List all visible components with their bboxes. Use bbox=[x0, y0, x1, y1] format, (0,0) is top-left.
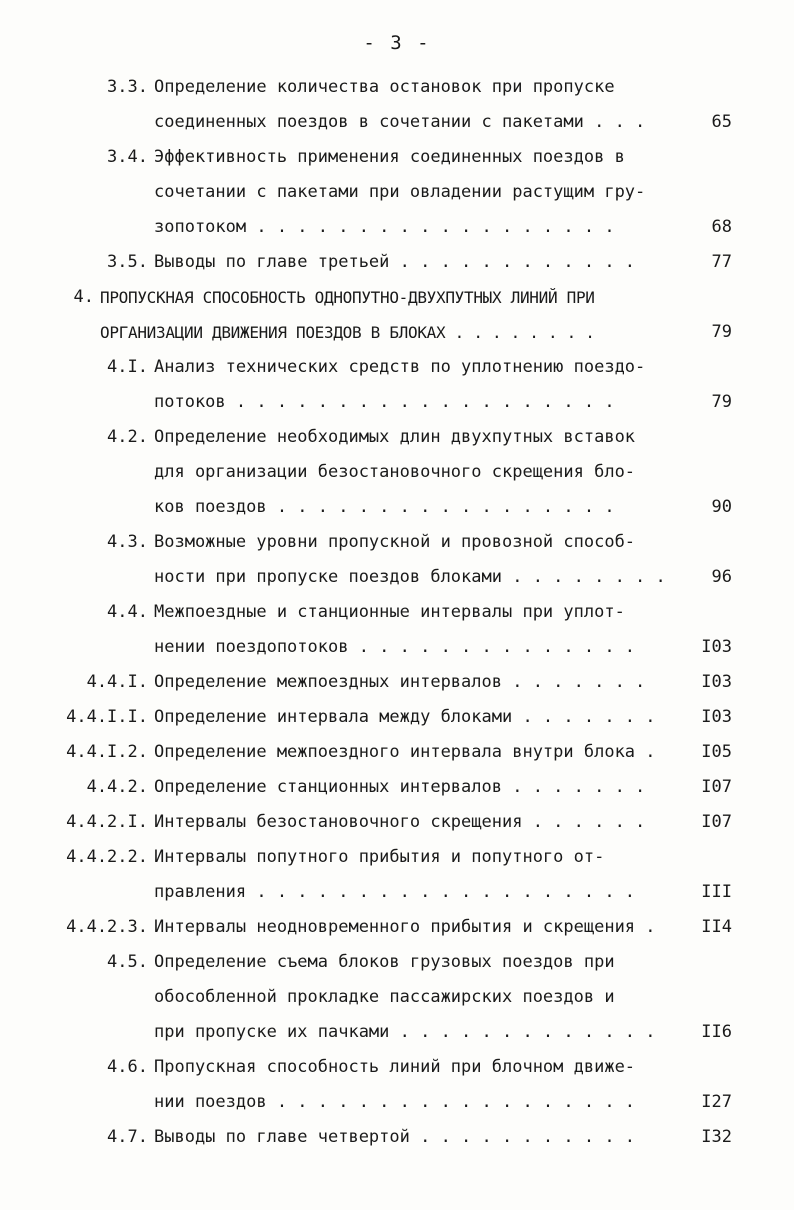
toc-entry-page: I32 bbox=[701, 1127, 732, 1147]
toc-entry-line bbox=[0, 1015, 794, 1050]
toc-entry-line bbox=[0, 455, 794, 490]
toc-entry-title: соединенных поездов в сочетании с пакетами . . . bbox=[154, 112, 646, 132]
toc-entry-line bbox=[0, 280, 794, 315]
toc-entry-number: 4.4.2.2. bbox=[66, 847, 148, 867]
toc-entry-title: для организации безостановочного скрещения бло- bbox=[154, 462, 636, 482]
toc-entry-title: Определение количества остановок при пропуске bbox=[154, 77, 615, 97]
toc-entry-line bbox=[0, 1050, 794, 1085]
toc-entry-line bbox=[0, 315, 794, 350]
toc-entry bbox=[0, 770, 794, 805]
toc-entry bbox=[0, 350, 794, 420]
toc-entry-page: 68 bbox=[711, 217, 732, 237]
toc-entry-line bbox=[0, 245, 794, 280]
toc-entry-number: 4.4.2.I. bbox=[66, 812, 148, 832]
toc-entry-line bbox=[0, 735, 794, 770]
toc-entry-line bbox=[0, 140, 794, 175]
toc-entry-page: I03 bbox=[701, 707, 732, 727]
toc-entry bbox=[0, 1050, 794, 1120]
toc-entry-title: Определение необходимых длин двухпутных вставок bbox=[154, 427, 636, 447]
toc-entry bbox=[0, 70, 794, 140]
toc-entry-title: Пропускная способность линий при блочном движе- bbox=[154, 1057, 636, 1077]
table-of-contents bbox=[0, 70, 794, 1155]
toc-entry bbox=[0, 595, 794, 665]
toc-entry-line bbox=[0, 385, 794, 420]
toc-entry-line bbox=[0, 490, 794, 525]
toc-entry-title: ков поездов . . . . . . . . . . . . . . . . . bbox=[154, 497, 615, 517]
toc-entry-number: 4.4.I.2. bbox=[66, 742, 148, 762]
toc-entry-number: 4.2. bbox=[107, 427, 148, 447]
toc-entry-page: III bbox=[701, 882, 732, 902]
toc-entry-title: сочетании с пакетами при овладении растущим гру- bbox=[154, 182, 646, 202]
toc-entry-page: I03 bbox=[701, 672, 732, 692]
toc-entry bbox=[0, 805, 794, 840]
toc-entry-number: 3.5. bbox=[107, 252, 148, 272]
toc-entry-number: 4.4. bbox=[107, 602, 148, 622]
toc-entry bbox=[0, 665, 794, 700]
toc-entry-title: Межпоездные и станционные интервалы при уплот- bbox=[154, 602, 625, 622]
toc-entry bbox=[0, 910, 794, 945]
toc-entry-number: 4.4.I. bbox=[86, 672, 148, 692]
toc-entry-title: обособленной прокладке пассажирских поездов и bbox=[154, 987, 615, 1007]
toc-entry-page: I05 bbox=[701, 742, 732, 762]
toc-entry-number: 4.4.2.3. bbox=[66, 917, 148, 937]
toc-entry-title: Определение межпоездных интервалов . . . . . . . bbox=[154, 672, 646, 692]
toc-entry-title: Интервалы попутного прибытия и попутного от- bbox=[154, 847, 605, 867]
toc-entry-page: 96 bbox=[711, 567, 732, 587]
toc-entry-title: Определение интервала между блоками . . . . . . . bbox=[154, 707, 656, 727]
toc-entry-title: ности при пропуске поездов блоками . . . . . . . . bbox=[154, 567, 666, 587]
toc-entry-line bbox=[0, 175, 794, 210]
toc-entry-page: 65 bbox=[711, 112, 732, 132]
toc-entry-title: потоков . . . . . . . . . . . . . . . . . . . bbox=[154, 392, 615, 412]
toc-entry-page: 79 bbox=[711, 322, 732, 342]
toc-entry-title: нении поездопотоков . . . . . . . . . . . . . . bbox=[154, 637, 636, 657]
toc-entry-title: Возможные уровни пропускной и провозной способ- bbox=[154, 532, 636, 552]
toc-entry-number: 4.5. bbox=[107, 952, 148, 972]
toc-entry-page: I27 bbox=[701, 1092, 732, 1112]
page-number: - 3 - bbox=[363, 32, 431, 54]
toc-entry-line bbox=[0, 630, 794, 665]
toc-entry-line bbox=[0, 665, 794, 700]
toc-entry-title: ПРОПУСКНАЯ СПОСОБНОСТЬ ОДНОПУТНО-ДВУХПУТНЫХ ЛИНИЙ ПРИ bbox=[100, 288, 595, 307]
toc-entry bbox=[0, 525, 794, 595]
toc-entry-line bbox=[0, 770, 794, 805]
toc-entry-line bbox=[0, 875, 794, 910]
toc-entry-line bbox=[0, 945, 794, 980]
toc-entry bbox=[0, 945, 794, 1050]
toc-entry-number: 4.4.I.I. bbox=[66, 707, 148, 727]
toc-entry-number: 4.4.2. bbox=[86, 777, 148, 797]
toc-entry-title: Выводы по главе четвертой . . . . . . . . . . . bbox=[154, 1127, 636, 1147]
toc-entry-line bbox=[0, 1120, 794, 1155]
toc-entry-line bbox=[0, 1085, 794, 1120]
toc-entry-title: Анализ технических средств по уплотнению поездо- bbox=[154, 357, 646, 377]
toc-entry bbox=[0, 140, 794, 245]
toc-entry-line bbox=[0, 910, 794, 945]
toc-entry bbox=[0, 1120, 794, 1155]
toc-entry-line bbox=[0, 350, 794, 385]
toc-entry-page: II4 bbox=[701, 917, 732, 937]
toc-entry-line bbox=[0, 595, 794, 630]
toc-entry-number: 3.4. bbox=[107, 147, 148, 167]
toc-entry-title: ОРГАНИЗАЦИИ ДВИЖЕНИЯ ПОЕЗДОВ В БЛОКАХ . . . . . . . . bbox=[100, 323, 595, 342]
toc-entry bbox=[0, 280, 794, 350]
toc-entry-title: зопотоком . . . . . . . . . . . . . . . . . . bbox=[154, 217, 615, 237]
toc-entry bbox=[0, 840, 794, 910]
toc-entry-title: Определение станционных интервалов . . . . . . . bbox=[154, 777, 646, 797]
toc-entry-page: 79 bbox=[711, 392, 732, 412]
toc-entry bbox=[0, 420, 794, 525]
toc-entry-line bbox=[0, 980, 794, 1015]
toc-entry-line bbox=[0, 70, 794, 105]
toc-entry-page: I07 bbox=[701, 777, 732, 797]
toc-entry-title: при пропуске их пачками . . . . . . . . . . . . . bbox=[154, 1022, 656, 1042]
toc-entry-number: 4.3. bbox=[107, 532, 148, 552]
toc-entry bbox=[0, 700, 794, 735]
toc-entry-line bbox=[0, 560, 794, 595]
toc-entry-line bbox=[0, 105, 794, 140]
toc-entry-title: Интервалы неодновременного прибытия и скрещения . bbox=[154, 917, 656, 937]
toc-entry-line bbox=[0, 525, 794, 560]
toc-entry-title: правления . . . . . . . . . . . . . . . . . . . bbox=[154, 882, 636, 902]
toc-entry-number: 4. bbox=[73, 287, 94, 307]
toc-entry-line bbox=[0, 700, 794, 735]
toc-entry-page: I07 bbox=[701, 812, 732, 832]
toc-entry-page: I03 bbox=[701, 637, 732, 657]
toc-entry-title: Интервалы безостановочного скрещения . . . . . . bbox=[154, 812, 646, 832]
toc-entry-line bbox=[0, 805, 794, 840]
toc-entry-title: Выводы по главе третьей . . . . . . . . . . . . bbox=[154, 252, 636, 272]
toc-entry-title: Определение съема блоков грузовых поездов при bbox=[154, 952, 615, 972]
toc-entry-line bbox=[0, 210, 794, 245]
toc-entry-page: 90 bbox=[711, 497, 732, 517]
toc-entry-number: 3.3. bbox=[107, 77, 148, 97]
toc-entry-title: нии поездов . . . . . . . . . . . . . . . . . . bbox=[154, 1092, 636, 1112]
toc-entry-number: 4.6. bbox=[107, 1057, 148, 1077]
toc-entry-page: 77 bbox=[711, 252, 732, 272]
toc-entry-number: 4.7. bbox=[107, 1127, 148, 1147]
toc-entry-number: 4.I. bbox=[107, 357, 148, 377]
toc-entry-page: II6 bbox=[701, 1022, 732, 1042]
toc-entry bbox=[0, 245, 794, 280]
toc-entry-line bbox=[0, 840, 794, 875]
toc-entry-line bbox=[0, 420, 794, 455]
toc-entry-title: Определение межпоездного интервала внутри блока . bbox=[154, 742, 656, 762]
toc-entry bbox=[0, 735, 794, 770]
toc-entry-title: Эффективность применения соединенных поездов в bbox=[154, 147, 625, 167]
